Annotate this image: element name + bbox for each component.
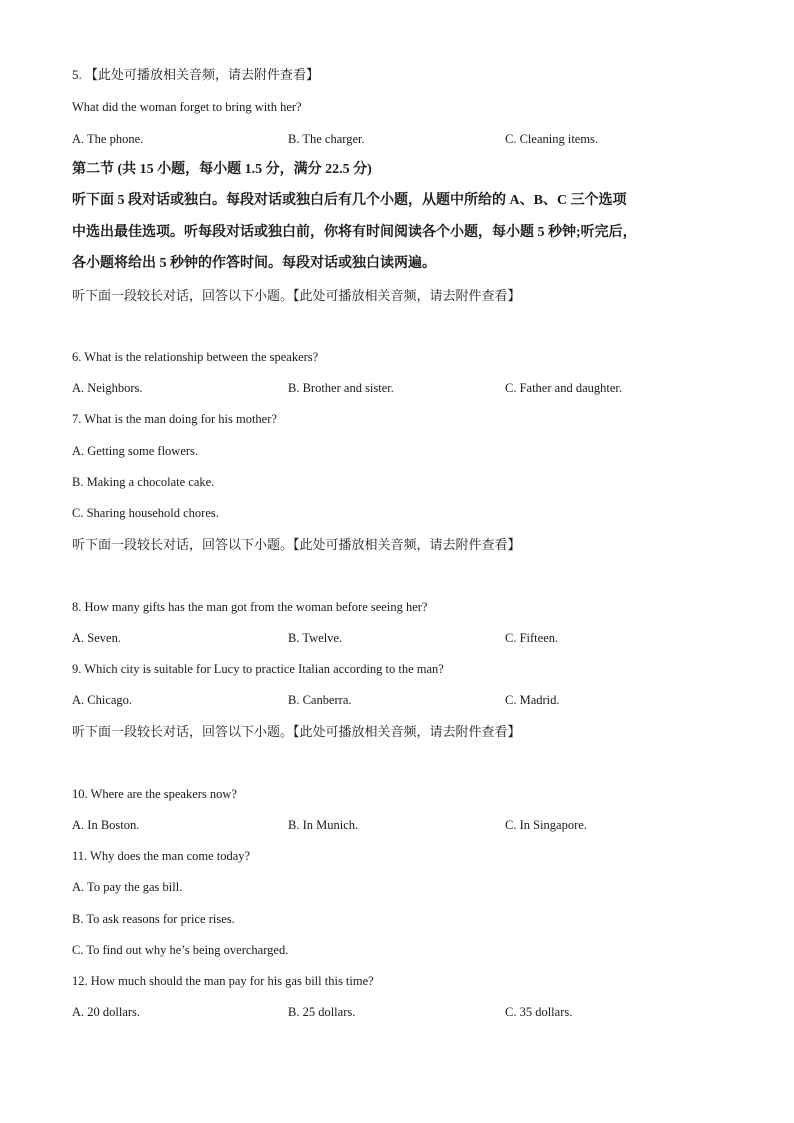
q5-option-b: B. The charger. [288, 132, 365, 146]
q6-option-c: C. Father and daughter. [505, 381, 622, 395]
q11-question: 11. Why does the man come today? [72, 849, 251, 863]
q9-option-b: B. Canberra. [288, 693, 352, 707]
q7-question: 7. What is the man doing for his mother? [72, 412, 277, 426]
section2-instructions-line-1: 听下面 5 段对话或独白。每段对话或独白后有几个小题，从题中所给的 A、B、C 三个选项 [72, 193, 627, 208]
q8-question: 8. How many gifts has the man got from the woman before seeing her? [72, 600, 428, 614]
q9-option-c: C. Madrid. [505, 693, 560, 707]
audio-note-2: 听下面一段较长对话，回答以下小题。【此处可播放相关音频，请去附件查看】 [72, 537, 521, 552]
q12-question: 12. How much should the man pay for his gas bill this time? [72, 974, 374, 988]
q7-option-a: A. Getting some flowers. [72, 444, 199, 458]
q7-option-c: C. Sharing household chores. [72, 506, 219, 520]
q10-option-c: C. In Singapore. [505, 818, 587, 832]
q6-question: 6. What is the relationship between the speakers? [72, 350, 319, 364]
audio-note-3: 听下面一段较长对话，回答以下小题。【此处可播放相关音频，请去附件查看】 [72, 724, 521, 739]
audio-note-1: 听下面一段较长对话，回答以下小题。【此处可播放相关音频，请去附件查看】 [72, 288, 521, 303]
q11-option-c: C. To find out why he’s being overcharged. [72, 943, 289, 957]
q11-option-a: A. To pay the gas bill. [72, 880, 183, 894]
q6-option-b: B. Brother and sister. [288, 381, 394, 395]
q12-option-b: B. 25 dollars. [288, 1005, 356, 1019]
section2-instructions-line-3: 各小题将给出 5 秒钟的作答时间。每段对话或独白读两遍。 [72, 256, 436, 271]
section2-instructions-line-2: 中选出最佳选项。听每段对话或独白前，你将有时间阅读各个小题，每小题 5 秒钟;听完后， [72, 225, 637, 240]
q10-option-b: B. In Munich. [288, 818, 359, 832]
q10-question: 10. Where are the speakers now? [72, 787, 237, 801]
q8-option-b: B. Twelve. [288, 631, 343, 645]
q9-option-a: A. Chicago. [72, 693, 133, 707]
q5-option-c: C. Cleaning items. [505, 132, 599, 146]
q5-option-a: A. The phone. [72, 132, 144, 146]
q10-option-a: A. In Boston. [72, 818, 140, 832]
q8-option-c: C. Fifteen. [505, 631, 559, 645]
q12-option-c: C. 35 dollars. [505, 1005, 573, 1019]
q7-option-b: B. Making a chocolate cake. [72, 475, 215, 489]
q11-option-b: B. To ask reasons for price rises. [72, 912, 235, 926]
q8-option-a: A. Seven. [72, 631, 121, 645]
q12-option-a: A. 20 dollars. [72, 1005, 141, 1019]
q6-option-a: A. Neighbors. [72, 381, 143, 395]
q9-question: 9. Which city is suitable for Lucy to practice Italian according to the man? [72, 662, 444, 676]
section2-title: 第二节 (共 15 小题，每小题 1.5 分，满分 22.5 分) [72, 162, 372, 177]
q5-question: What did the woman forget to bring with her? [72, 100, 302, 114]
q5-header: 5. 【此处可播放相关音频，请去附件查看】 [72, 67, 320, 82]
